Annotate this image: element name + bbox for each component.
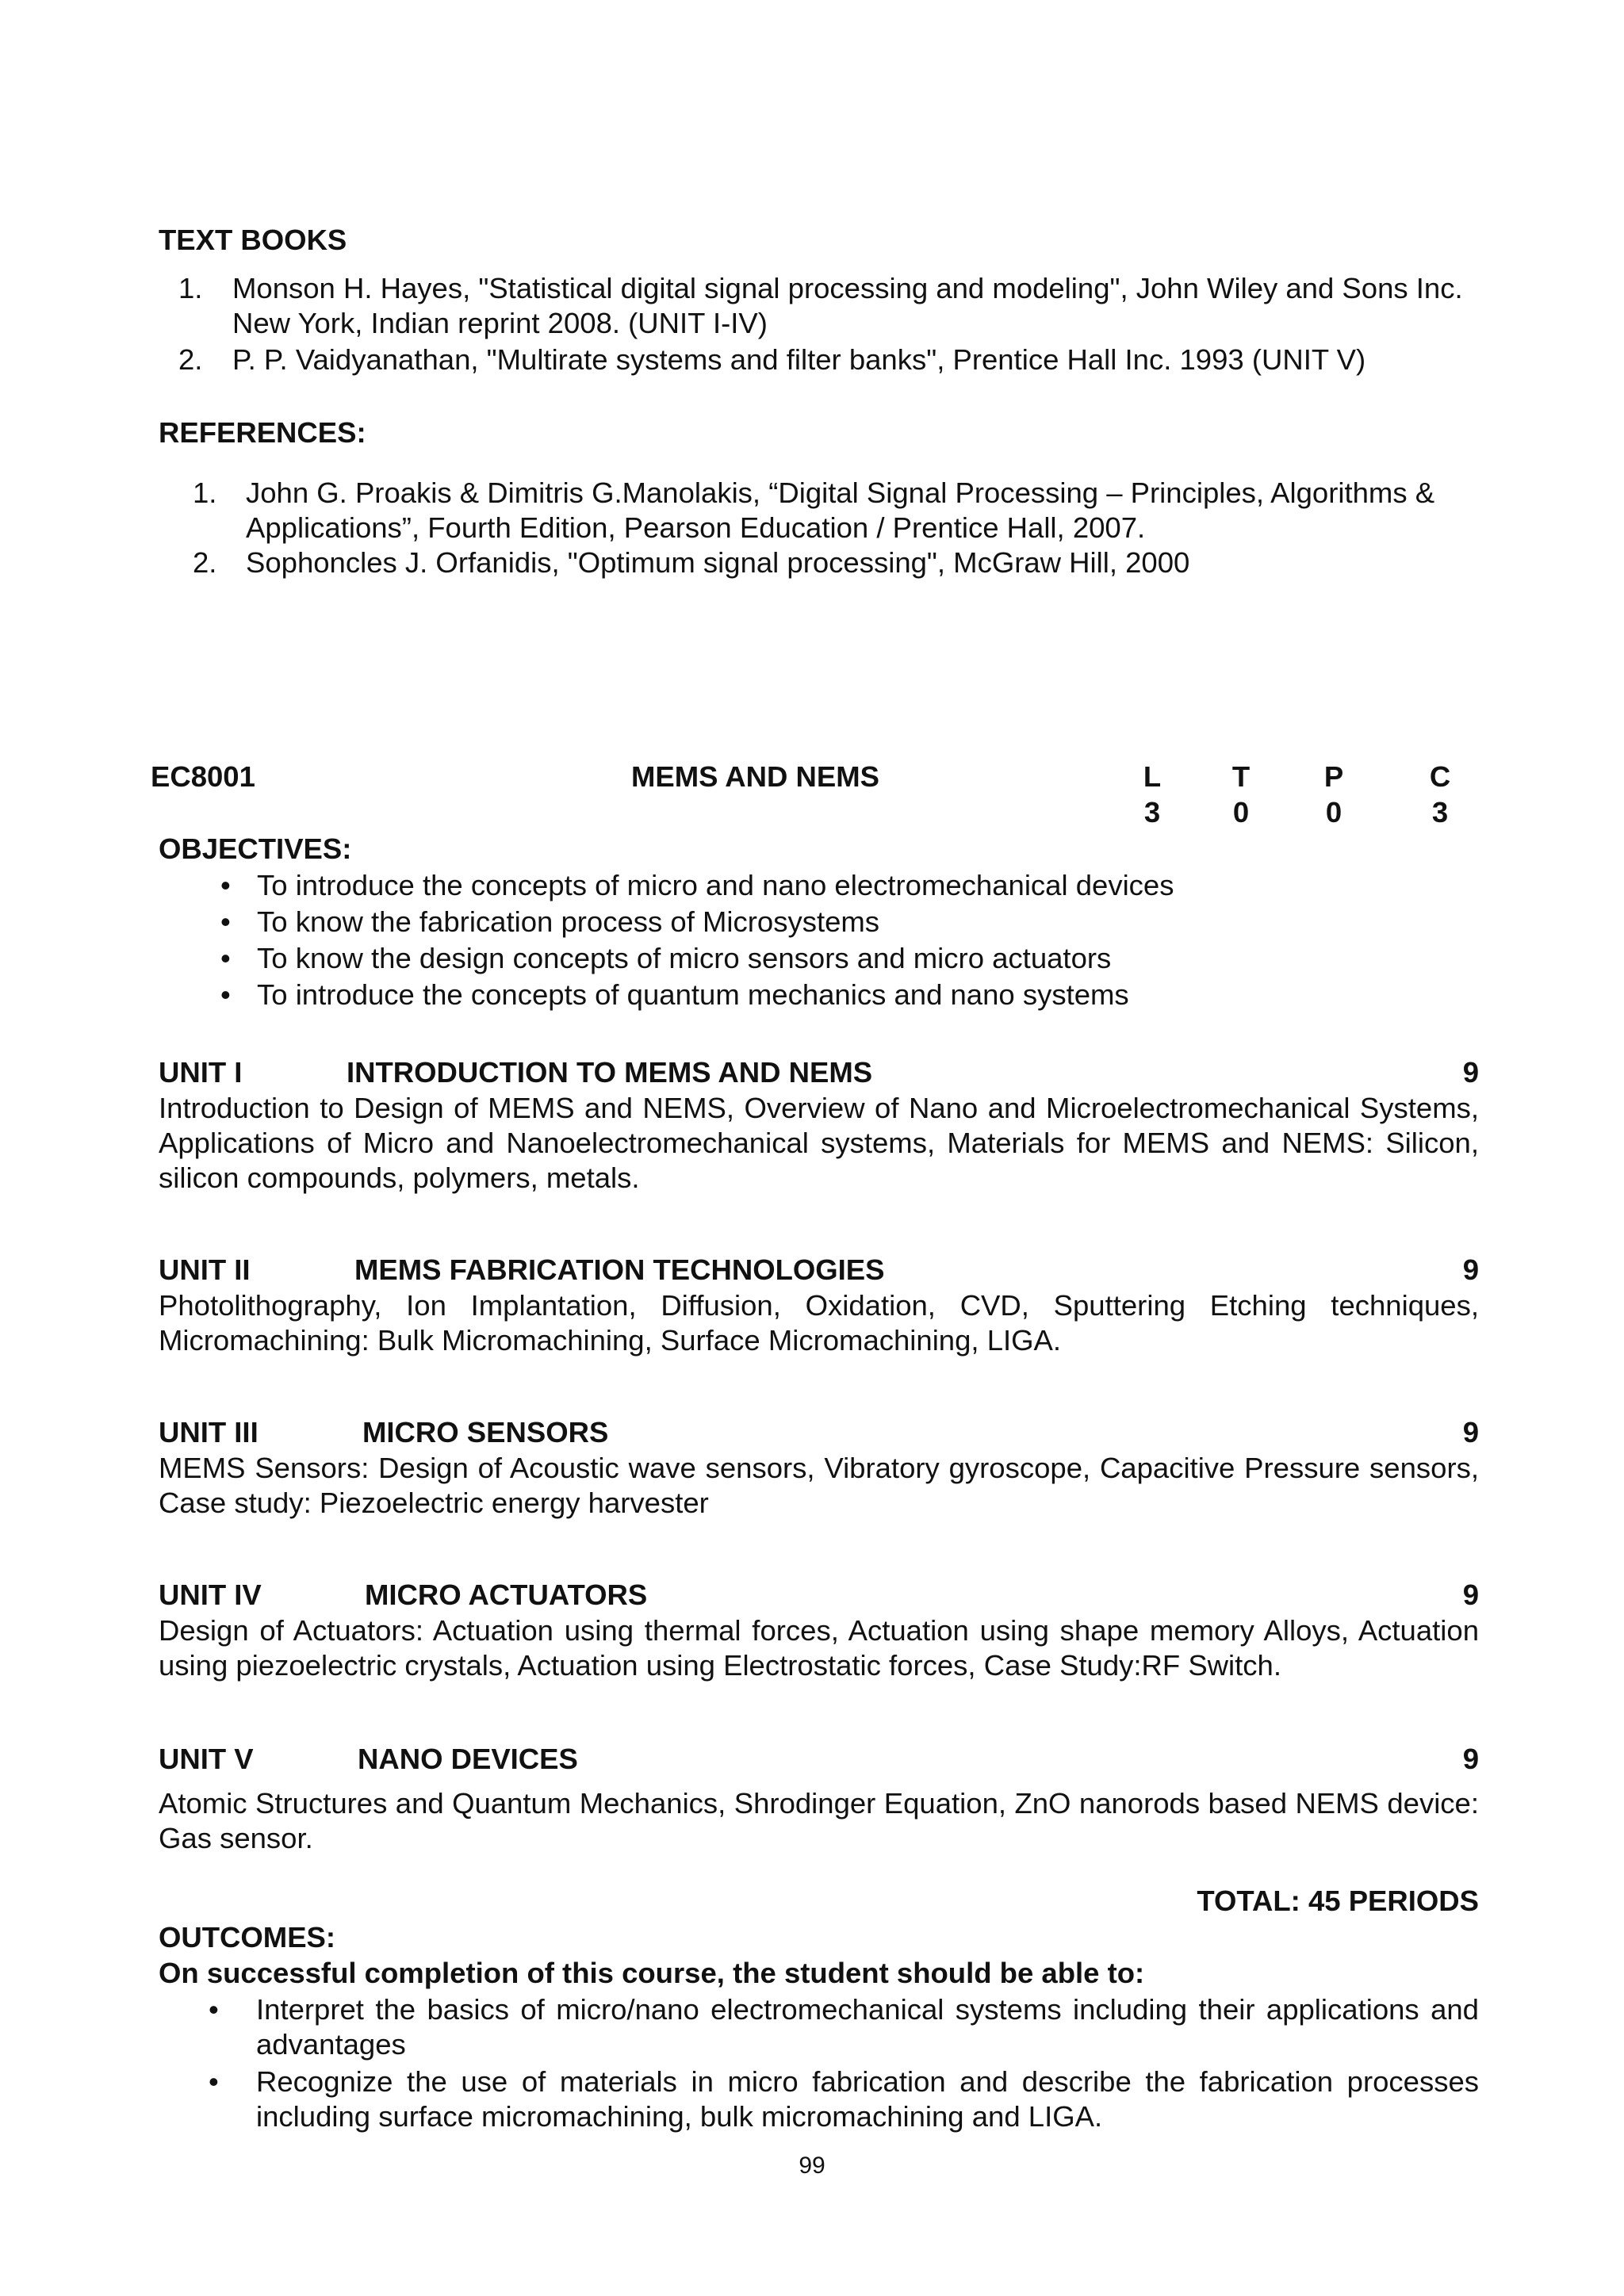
unit-heading <box>159 1055 1479 1090</box>
objective-text: To introduce the concepts of micro and nano electromechanical devices <box>257 869 1174 901</box>
unit-hours: 9 <box>1462 1253 1479 1286</box>
list-number: 2. <box>193 546 217 579</box>
text-books-heading: TEXT BOOKS <box>159 224 347 256</box>
objective-text: To know the design concepts of micro sensors and micro actuators <box>257 942 1112 974</box>
objective-text: To know the fabrication process of Microsystems <box>257 905 880 938</box>
unit-body: Atomic Structures and Quantum Mechanics, Shrodinger Equation, ZnO nanorods based NEMS device: Gas sensor. <box>159 1787 1479 1854</box>
reference-text: Sophoncles J. Orfanidis, "Optimum signal processing", McGraw Hill, 2000 <box>246 546 1190 579</box>
unit-title: MEMS FABRICATION TECHNOLOGIES <box>354 1253 885 1286</box>
unit-title: MICRO ACTUATORS <box>365 1578 648 1611</box>
unit-title: NANO DEVICES <box>358 1743 578 1775</box>
outcomes-heading: OUTCOMES: <box>159 1921 336 1954</box>
text-book-text: Monson H. Hayes, "Statistical digital signal processing and modeling", John Wiley and Sons Inc. New York, Indian reprint 2008. (UNIT I-IV) <box>232 272 1463 339</box>
unit-hours: 9 <box>1462 1743 1479 1775</box>
ltpc-value-c: 3 <box>1431 796 1449 828</box>
unit-hours: 9 <box>1462 1056 1479 1089</box>
bullet-icon: • <box>220 905 231 938</box>
bullet-icon: • <box>220 942 231 974</box>
ltpc-label-p: P <box>1323 760 1344 793</box>
ltpc-label-l: L <box>1143 760 1162 793</box>
unit-body: Design of Actuators: Actuation using thermal forces, Actuation using shape memory Alloys, Actuation using piezoelectric crystals, Actuation using Electrostatic forces, Case Study:RF Switch. <box>159 1614 1479 1682</box>
bullet-icon: • <box>209 2065 219 2098</box>
unit-heading <box>159 1742 1479 1777</box>
unit-number: UNIT V <box>159 1743 254 1775</box>
ltpc-value-p: 0 <box>1325 796 1342 828</box>
objective-text: To introduce the concepts of quantum mechanics and nano systems <box>257 978 1129 1011</box>
unit-body: Photolithography, Ion Implantation, Diffusion, Oxidation, CVD, Sputtering Etching techniques, Micromachining: Bulk Micromachining, Surface Micromachining, LIGA. <box>159 1289 1479 1357</box>
reference-text: John G. Proakis & Dimitris G.Manolakis, “Digital Signal Processing – Principles, Algorithms & Applications”, Fourth Edition, Pearson Education / Prentice Hall, 2007. <box>246 476 1435 544</box>
ltpc-value-l: 3 <box>1143 796 1161 828</box>
list-number: 2. <box>178 343 203 376</box>
total-periods: TOTAL: 45 PERIODS <box>1197 1885 1479 1917</box>
unit-body: MEMS Sensors: Design of Acoustic wave sensors, Vibratory gyroscope, Capacitive Pressure sensors, Case study: Piezoelectric energy harvester <box>159 1452 1479 1519</box>
list-number: 1. <box>178 272 203 304</box>
page-number: 99 <box>799 2152 825 2179</box>
ltpc-label-t: T <box>1231 760 1251 793</box>
ltpc-value-t: 0 <box>1232 796 1250 828</box>
unit-body: Introduction to Design of MEMS and NEMS, Overview of Nano and Microelectromechanical Systems, Applications of Micro and Nanoelectromechanical systems, Materials for MEMS and NEMS: Silicon, silicon compounds, polymers, metals. <box>159 1092 1479 1194</box>
outcome-text: Interpret the basics of micro/nano electromechanical systems including their applications and advantages <box>256 1993 1479 2061</box>
unit-heading <box>159 1253 1479 1288</box>
list-number: 1. <box>193 476 217 509</box>
ltpc-label-c: C <box>1429 760 1451 793</box>
unit-title: INTRODUCTION TO MEMS AND NEMS <box>347 1056 873 1089</box>
unit-hours: 9 <box>1462 1578 1479 1611</box>
course-title: MEMS AND NEMS <box>631 760 879 793</box>
unit-number: UNIT I <box>159 1056 243 1089</box>
unit-heading <box>159 1578 1479 1613</box>
unit-number: UNIT IV <box>159 1578 262 1611</box>
bullet-icon: • <box>209 1993 219 2026</box>
unit-heading <box>159 1415 1479 1450</box>
unit-hours: 9 <box>1462 1416 1479 1448</box>
outcome-text: Recognize the use of materials in micro fabrication and describe the fabrication processes including surface micromachining, bulk micromachining and LIGA. <box>256 2065 1479 2133</box>
text-book-text: P. P. Vaidyanathan, "Multirate systems and filter banks", Prentice Hall Inc. 1993 (UNIT V) <box>232 343 1366 376</box>
references-heading: REFERENCES: <box>159 416 366 449</box>
unit-title: MICRO SENSORS <box>362 1416 609 1448</box>
outcomes-intro: On successful completion of this course, the student should be able to: <box>159 1957 1145 1989</box>
unit-number: UNIT II <box>159 1253 251 1286</box>
bullet-icon: • <box>220 869 231 901</box>
objectives-heading: OBJECTIVES: <box>159 832 352 865</box>
course-code: EC8001 <box>151 760 255 793</box>
bullet-icon: • <box>220 978 231 1011</box>
unit-number: UNIT III <box>159 1416 259 1448</box>
